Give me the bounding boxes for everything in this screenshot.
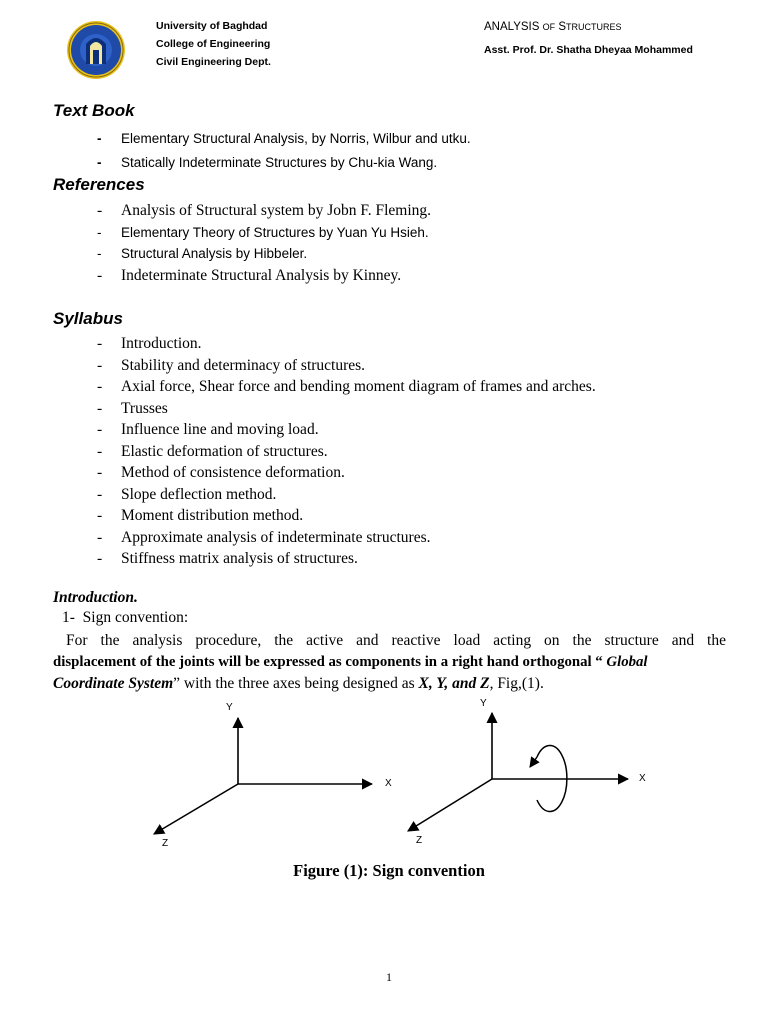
list-dash: - bbox=[97, 528, 103, 546]
syllabus-heading: Syllabus bbox=[53, 309, 123, 328]
list-dash: - bbox=[97, 485, 103, 503]
list-item bbox=[97, 484, 596, 506]
course-title-main: ANALYSIS bbox=[484, 21, 540, 33]
list-dash: - bbox=[97, 507, 103, 524]
x-axis-label: X bbox=[385, 778, 392, 789]
list-item-text: Analysis of Structural system by Jobn F. Fleming. bbox=[121, 202, 432, 219]
list-item bbox=[97, 462, 596, 484]
list-dash: - bbox=[97, 224, 102, 240]
course-title-of: OF bbox=[542, 22, 556, 32]
y-axis-label: Y bbox=[480, 698, 487, 709]
list-item-text: Method of consistence deformation. bbox=[121, 464, 345, 481]
list-dash: - bbox=[97, 399, 103, 417]
list-dash: - bbox=[97, 378, 103, 395]
list-item-text: Moment distribution method. bbox=[121, 507, 304, 524]
z-axis-label: Z bbox=[416, 835, 423, 846]
list-item bbox=[97, 151, 471, 175]
list-item-text: Stiffness matrix analysis of structures. bbox=[121, 550, 358, 567]
list-item-text: Slope deflection method. bbox=[121, 485, 277, 503]
list-item-text: Elementary Structural Analysis, by Norris, Wilbur and utku. bbox=[121, 131, 471, 146]
list-item bbox=[97, 243, 431, 265]
paragraph-line-3-text: ” with the three axes being designed as bbox=[173, 675, 419, 692]
x-axis-label: X bbox=[639, 773, 646, 784]
list-item bbox=[97, 548, 596, 570]
introduction-heading: Introduction. bbox=[53, 589, 138, 606]
paragraph-line-2-text: displacement of the joints will be expressed as components in a right hand orthogonal “ bbox=[53, 653, 607, 670]
list-dash: - bbox=[97, 550, 103, 567]
list-dash: - bbox=[97, 155, 102, 170]
paragraph-line-2 bbox=[53, 652, 726, 674]
y-axis-label: Y bbox=[226, 702, 233, 713]
coordinate-system-right bbox=[408, 698, 646, 846]
course-title-s: S bbox=[558, 21, 566, 33]
university-logo bbox=[66, 20, 126, 80]
list-item-text: Axial force, Shear force and bending moment diagram of frames and arches. bbox=[121, 378, 596, 395]
list-item-text: Indeterminate Structural Analysis by Kinney. bbox=[121, 266, 402, 284]
list-item bbox=[97, 127, 471, 151]
axes-term: X, Y, and Z bbox=[418, 675, 490, 692]
university-name: University of Baghdad bbox=[156, 20, 268, 32]
coordinate-system-term: Coordinate System bbox=[53, 675, 174, 692]
list-item-text: Stability and determinacy of structures. bbox=[121, 356, 366, 374]
list-item bbox=[97, 419, 596, 441]
list-item-text: Structural Analysis by Hibbeler. bbox=[121, 246, 308, 261]
course-title bbox=[484, 21, 621, 33]
list-dash: - bbox=[97, 266, 103, 284]
list-item bbox=[97, 398, 596, 420]
list-dash: - bbox=[97, 421, 103, 438]
list-item bbox=[97, 376, 596, 398]
list-item bbox=[97, 333, 596, 355]
course-title-rest: TRUCTURES bbox=[565, 22, 622, 32]
list-dash: - bbox=[97, 464, 103, 481]
list-item bbox=[97, 200, 431, 222]
list-item-text: Elementary Theory of Structures by Yuan Yu Hsieh. bbox=[121, 224, 429, 240]
list-dash: - bbox=[97, 131, 102, 146]
paragraph-line-3-end: , Fig,(1). bbox=[489, 675, 544, 692]
department-name: Civil Engineering Dept. bbox=[156, 56, 271, 68]
list-item bbox=[97, 505, 596, 527]
list-item bbox=[97, 441, 596, 463]
college-name: College of Engineering bbox=[156, 38, 271, 50]
figure-caption: Figure (1): Sign convention bbox=[293, 861, 485, 880]
references-list bbox=[97, 200, 431, 286]
list-item-text: Approximate analysis of indeterminate structures. bbox=[121, 528, 431, 546]
list-item bbox=[97, 527, 596, 549]
list-item-text: Trusses bbox=[121, 399, 168, 417]
references-heading: References bbox=[53, 175, 145, 194]
z-axis-label: Z bbox=[162, 838, 169, 849]
list-item-text: Elastic deformation of structures. bbox=[121, 442, 328, 460]
list-item-text: Statically Indeterminate Structures by Chu-kia Wang. bbox=[121, 155, 438, 170]
list-item-text: Introduction. bbox=[121, 335, 202, 352]
list-dash: - bbox=[97, 442, 103, 460]
sign-convention-figure bbox=[0, 690, 768, 860]
list-item bbox=[97, 222, 431, 244]
textbook-heading: Text Book bbox=[53, 101, 135, 120]
paragraph-line-1: For the analysis procedure, the active and reactive load acting on the structure and the bbox=[66, 632, 726, 649]
list-dash: - bbox=[97, 335, 103, 352]
institution-block bbox=[156, 17, 271, 71]
coordinate-system-left bbox=[154, 702, 392, 849]
list-dash: - bbox=[97, 202, 103, 219]
author-name: Asst. Prof. Dr. Shatha Dheyaa Mohammed bbox=[484, 44, 693, 56]
item-label: Sign convention: bbox=[82, 609, 189, 626]
list-dash: - bbox=[97, 356, 103, 374]
page-number: 1 bbox=[386, 970, 392, 984]
item-number: 1- bbox=[62, 609, 75, 626]
moment-arrow-icon bbox=[530, 757, 537, 767]
list-item bbox=[97, 355, 596, 377]
list-dash: - bbox=[97, 246, 102, 261]
textbook-list bbox=[97, 127, 471, 175]
list-item bbox=[97, 265, 431, 287]
list-item-text: Influence line and moving load. bbox=[121, 421, 319, 438]
z-axis-arrow bbox=[154, 784, 238, 834]
introduction-paragraph bbox=[53, 630, 726, 695]
sign-convention-item bbox=[62, 609, 188, 627]
syllabus-list bbox=[97, 333, 596, 570]
global-term: Global bbox=[606, 653, 648, 670]
z-axis-arrow bbox=[408, 779, 492, 831]
